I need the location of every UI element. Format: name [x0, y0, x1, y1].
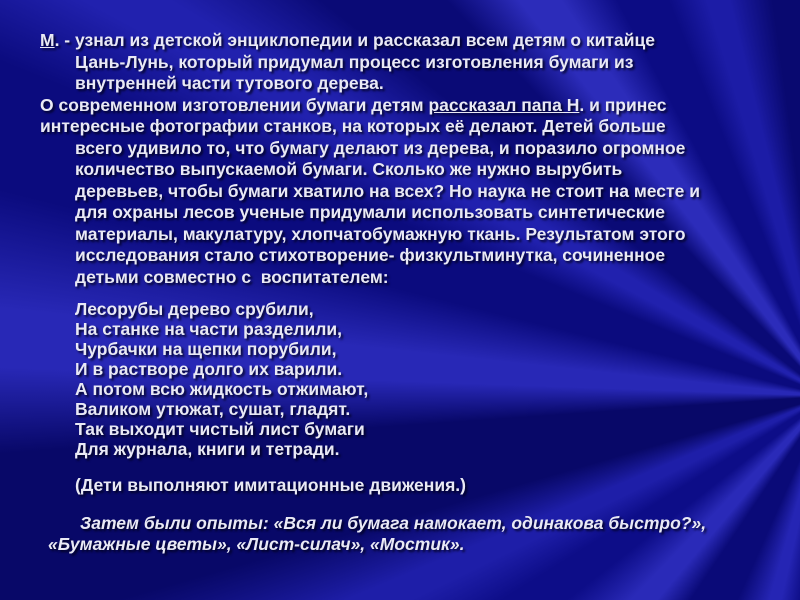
paragraph-text: . - узнал из детской энциклопедии и рассказал всем детям о китайце [54, 30, 655, 50]
paragraph-line: материалы, макулатуру, хлопчатобумажную ткань. Результатом этого [75, 223, 686, 244]
underlined-name-initial: М [40, 30, 55, 50]
paragraph-line: интересные фотографии станков, на которых её делают. Детей больше [40, 116, 666, 136]
paragraph-text: . и принес [579, 94, 667, 115]
paragraph-line: исследования стало стихотворение- физкультминутка, сочиненное [75, 245, 666, 265]
paragraph-line: для охраны лесов ученые придумали использовать синтетические [75, 202, 665, 222]
underlined-name-phrase: рассказал папа Н [428, 94, 580, 115]
stage-direction: (Дети выполняют имитационные движения.) [75, 475, 466, 495]
paragraph-line: детьми совместно с воспитателем: [75, 266, 389, 287]
paragraph-line [40, 30, 792, 52]
poem-line: Лесорубы дерево срубили, [75, 299, 314, 319]
paragraph-line: Цань-Лунь, который придумал процесс изготовления бумаги из [75, 51, 634, 72]
poem-line: Для журнала, книги и тетради. [75, 439, 340, 459]
experiments-line: «Бумажные цветы», «Лист-силач», «Мостик». [48, 534, 465, 554]
poem-line: На станке на части разделили, [75, 319, 342, 339]
poem-line: А потом всю жидкость отжимают, [75, 379, 369, 399]
experiments-line: Затем были опыты: «Вся ли бумага намокает, одинакова быстро?», [80, 512, 707, 533]
poem-line: Чурбачки на щепки порубили, [75, 339, 337, 359]
poem-line: И в растворе долго их варили. [75, 359, 343, 379]
paragraph-line [40, 95, 792, 117]
paragraph-line: всего удивило то, что бумагу делают из дерева, и поразило огромное [75, 137, 686, 158]
paragraph-text: О современном изготовлении бумаги детям [40, 94, 429, 115]
paragraph-line: внутренней части тутового дерева. [75, 73, 384, 93]
slide-text-block [40, 30, 792, 556]
paragraph-line: деревьев, чтобы бумаги хватило на всех? Но наука не стоит на месте и [75, 180, 700, 201]
poem-line: Валиком утюжат, сушат, гладят. [75, 399, 351, 419]
paragraph-line: количество выпускаемой бумаги. Сколько же нужно вырубить [75, 159, 623, 179]
poem-line: Так выходит чистый лист бумаги [75, 419, 365, 439]
